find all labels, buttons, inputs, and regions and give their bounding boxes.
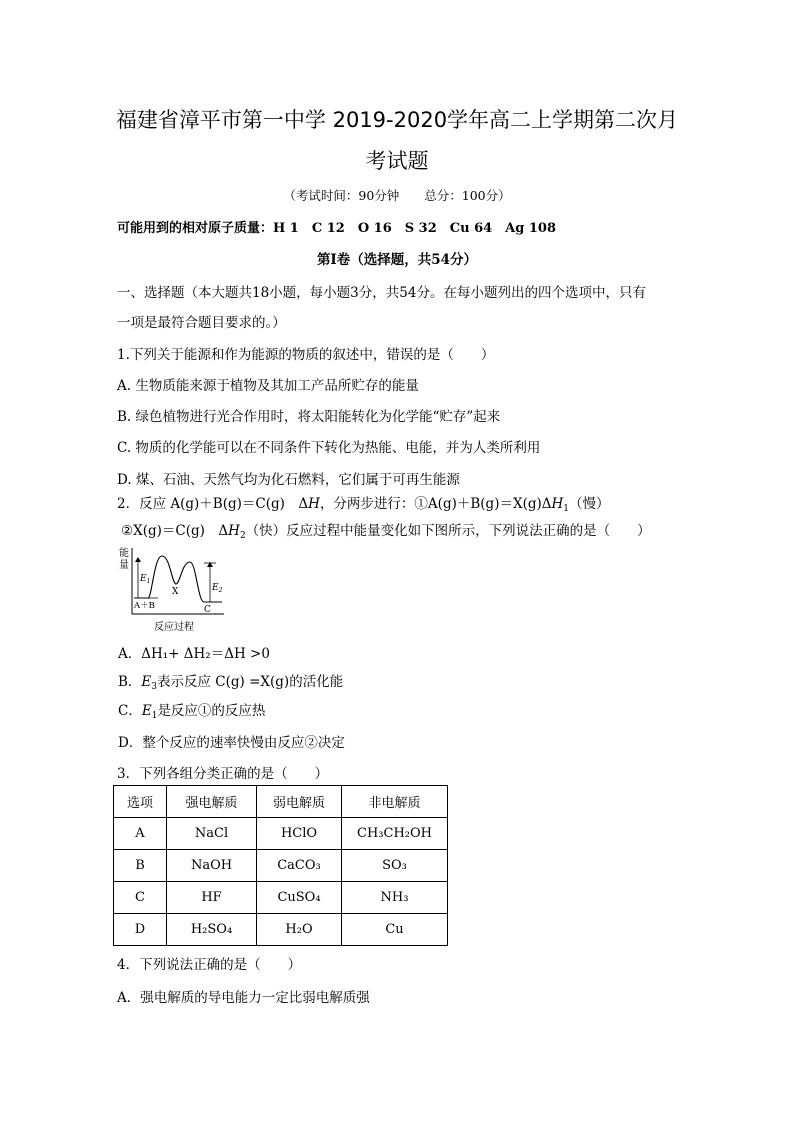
classification-table xyxy=(113,785,448,946)
table-cell: CH₃CH₂OH xyxy=(342,818,448,850)
diagram-c-label: C xyxy=(204,605,211,615)
table-cell: HClO xyxy=(257,818,342,850)
table-cell: NH₃ xyxy=(342,882,448,914)
table-cell: H₂O xyxy=(257,914,342,946)
q2-option-c xyxy=(118,699,265,719)
q2-stem1-part-a: 2．反应 A(g)＋B(g)＝C(g) Δ xyxy=(117,496,309,512)
q2-stem2-part-a: ②X(g)＝C(g) Δ xyxy=(121,523,229,539)
q2-option-b-e: E xyxy=(141,674,152,690)
q3-stem: 3．下列各组分类正确的是（ ） xyxy=(117,766,329,782)
table-row xyxy=(114,914,448,946)
q2-stem2-h: H xyxy=(228,523,240,539)
page-title-line2: 考试题 xyxy=(365,149,429,173)
exam-info: （考试时间：90分钟 总分：100分） xyxy=(283,188,511,203)
q2-stem-line1 xyxy=(117,492,610,512)
q2-option-d: D．整个反应的速率快慢由反应②决定 xyxy=(118,735,345,751)
q2-stem2-sub: 2 xyxy=(239,531,246,541)
table-cell: A xyxy=(114,818,167,850)
table-header-row xyxy=(114,786,448,818)
energy-diagram xyxy=(112,544,237,636)
q2-option-c-sub: 1 xyxy=(151,711,158,721)
diagram-y-label-2: 量 xyxy=(119,560,129,571)
table-row xyxy=(114,818,448,850)
q2-option-b xyxy=(118,670,343,690)
table-cell: NaOH xyxy=(167,850,257,882)
table-cell: D xyxy=(114,914,167,946)
q1-option-c: C. 物质的化学能可以在不同条件下转化为热能、电能，并为人类所利用 xyxy=(117,440,541,456)
table-header-cell: 非电解质 xyxy=(342,786,448,818)
table-cell: C xyxy=(114,882,167,914)
q1-option-a: A. 生物质能来源于植物及其加工产品所贮存的能量 xyxy=(117,378,419,394)
table-cell: B xyxy=(114,850,167,882)
table-header-cell: 选项 xyxy=(114,786,167,818)
table-header-cell: 强电解质 xyxy=(167,786,257,818)
q1-option-b: B. 绿色植物进行光合作用时，将太阳能转化为化学能“贮存”起来 xyxy=(117,409,501,425)
q1-stem: 1.下列关于能源和作为能源的物质的叙述中，错误的是（ ） xyxy=(117,347,495,363)
atomic-masses: 可能用到的相对原子质量：H 1 C 12 O 16 S 32 Cu 64 Ag 108 xyxy=(117,221,557,236)
instructions-line2: 一项是最符合题目要求的。） xyxy=(117,315,286,331)
q2-option-b-text: 表示反应 C(g) =X(g)的活化能 xyxy=(157,674,344,690)
e1-arrow-head xyxy=(135,557,141,562)
table-cell: CaCO₃ xyxy=(257,850,342,882)
q2-option-c-e: E xyxy=(141,703,152,719)
diagram-x-label: X xyxy=(172,587,179,597)
table-cell: SO₃ xyxy=(342,850,448,882)
q2-option-c-prefix: C． xyxy=(118,703,142,719)
table-cell: CuSO₄ xyxy=(257,882,342,914)
q2-stem1-part-b: ，分两步进行：①A(g)＋B(g)＝X(g)Δ xyxy=(319,496,552,512)
q2-option-b-sub: 3 xyxy=(151,682,158,692)
q2-option-c-text: 是反应①的反应热 xyxy=(157,703,266,719)
table-cell: Cu xyxy=(342,914,448,946)
q2-stem-line2 xyxy=(121,519,651,539)
table-header-cell: 弱电解质 xyxy=(257,786,342,818)
diagram-ab-label: A＋B xyxy=(134,601,155,611)
q2-option-b-prefix: B． xyxy=(118,674,142,690)
diagram-e1-label: $E_1$ xyxy=(140,574,151,585)
page-title-line1: 福建省漳平市第一中学 2019-2020学年高二上学期第二次月 xyxy=(115,108,679,132)
diagram-e2-label: $E_2$ xyxy=(212,583,223,594)
diagram-y-label-1: 能 xyxy=(119,548,129,559)
table-cell: H₂SO₄ xyxy=(167,914,257,946)
q2-stem1-part-c: （慢） xyxy=(569,496,610,512)
q2-stem1-h1: H xyxy=(551,496,564,512)
diagram-x-axis-label: 反应过程 xyxy=(154,622,194,633)
q2-stem2-part-b: （快）反应过程中能量变化如下图所示，下列说法正确的是（ ） xyxy=(245,523,651,539)
table-cell: NaCl xyxy=(167,818,257,850)
table-row xyxy=(114,882,448,914)
q2-option-a: A．ΔH₁+ ΔH₂＝ΔH >0 xyxy=(118,646,270,662)
table-cell: HF xyxy=(167,882,257,914)
q4-stem: 4．下列说法正确的是（ ） xyxy=(117,957,302,973)
q1-option-d: D. 煤、石油、天然气均为化石燃料，它们属于可再生能源 xyxy=(117,472,460,488)
q4-option-a: A．强电解质的导电能力一定比弱电解质强 xyxy=(117,990,370,1006)
table-row xyxy=(114,850,448,882)
q2-stem1-sub1: 1 xyxy=(563,504,570,514)
instructions-line1: 一、选择题（本大题共18小题，每小题3分，共54分。在每小题列出的四个选项中，只有 xyxy=(117,285,646,301)
section-title: 第Ⅰ卷（选择题，共54分） xyxy=(316,252,478,268)
q2-stem1-h: H xyxy=(308,496,320,512)
